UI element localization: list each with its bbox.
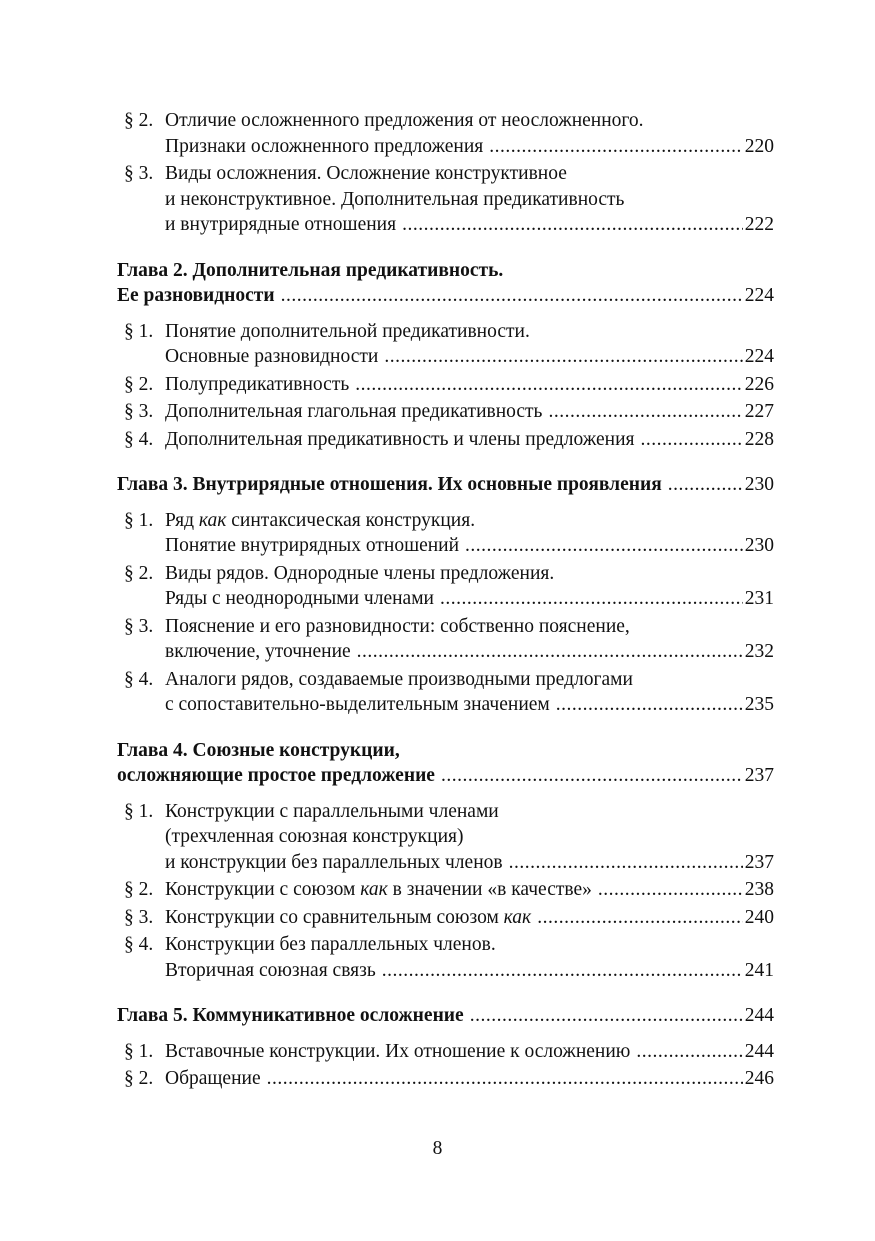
section-title-line: Дополнительная предикативность и члены предложения bbox=[165, 428, 635, 450]
dot-leader bbox=[636, 1039, 742, 1065]
section-title-line: и неконструктивное. Дополнительная предикативность bbox=[165, 188, 625, 210]
page-footer-number: 8 bbox=[432, 1138, 443, 1159]
page-number: 238 bbox=[744, 879, 774, 900]
chapter-title-line: Глава 5. Коммуникативное осложнение bbox=[117, 1005, 464, 1026]
page-number: 244 bbox=[744, 1040, 774, 1062]
section-title-line: Аналоги рядов, создаваемые производными предлогами bbox=[165, 668, 633, 690]
section-title-line: Вторичная союзная связь bbox=[165, 959, 376, 981]
section-number: § 1. bbox=[124, 800, 154, 822]
dot-leader bbox=[668, 472, 743, 498]
section-title-line: включение, уточнение bbox=[165, 641, 351, 662]
toc-section[interactable] bbox=[117, 108, 774, 159]
page-number: 224 bbox=[744, 285, 774, 306]
dot-leader bbox=[357, 639, 743, 665]
dot-leader bbox=[382, 958, 743, 984]
page-number: 228 bbox=[744, 428, 774, 450]
page-number: 230 bbox=[744, 474, 774, 495]
chapter-title-line: Глава 4. Союзные конструкции, bbox=[117, 739, 400, 761]
page-number: 240 bbox=[744, 906, 774, 928]
table-of-contents bbox=[117, 108, 774, 1092]
dot-leader bbox=[548, 399, 742, 425]
section-title-line: Обращение bbox=[165, 1068, 261, 1089]
dot-leader bbox=[441, 763, 743, 789]
section-title-line: Ряд как синтаксическая конструкция. bbox=[165, 509, 476, 531]
section-number: § 2. bbox=[124, 1068, 154, 1089]
dot-leader bbox=[598, 877, 743, 903]
section-title-line: Конструкции с параллельными членами bbox=[165, 800, 499, 822]
page-number: 237 bbox=[744, 851, 774, 873]
dot-leader bbox=[402, 212, 743, 238]
chapter-title-line: Ее разновидности bbox=[117, 285, 275, 306]
dot-leader bbox=[281, 283, 743, 309]
page-number: 232 bbox=[744, 641, 774, 662]
toc-section[interactable] bbox=[117, 614, 774, 665]
toc-section[interactable] bbox=[117, 319, 774, 370]
section-number: § 3. bbox=[124, 615, 154, 637]
section-number: § 1. bbox=[124, 320, 154, 342]
section-title-line: (трехчленная союзная конструкция) bbox=[165, 826, 464, 847]
section-title-line: Понятие дополнительной предикативности. bbox=[165, 320, 530, 342]
toc-chapter[interactable] bbox=[117, 738, 774, 789]
dot-leader bbox=[489, 134, 742, 160]
chapter-title-line: Глава 3. Внутрирядные отношения. Их основные проявления bbox=[117, 474, 662, 495]
dot-leader bbox=[355, 372, 743, 398]
page-number: 235 bbox=[744, 694, 774, 715]
section-title-line: и внутрирядные отношения bbox=[165, 214, 397, 235]
dot-leader bbox=[440, 586, 743, 612]
section-title-line: Виды осложнения. Осложнение конструктивное bbox=[165, 163, 567, 184]
toc-chapter[interactable] bbox=[117, 258, 774, 309]
chapter-title-line: осложняющие простое предложение bbox=[117, 765, 435, 786]
page-number: 227 bbox=[744, 401, 774, 422]
section-number: § 3. bbox=[124, 906, 154, 928]
page-number: 230 bbox=[744, 535, 774, 556]
section-title-line: Полупредикативность bbox=[165, 373, 350, 395]
section-title-line: Дополнительная глагольная предикативность bbox=[165, 401, 543, 422]
section-title-line: Вставочные конструкции. Их отношение к осложнению bbox=[165, 1040, 631, 1062]
section-number: § 2. bbox=[124, 110, 154, 131]
section-number: § 2. bbox=[124, 562, 154, 584]
chapter-title-line: Глава 2. Дополнительная предикативность. bbox=[117, 259, 504, 281]
section-title-line: и конструкции без параллельных членов bbox=[165, 851, 503, 873]
dot-leader bbox=[641, 427, 743, 453]
section-number: § 3. bbox=[124, 401, 154, 422]
toc-section[interactable] bbox=[117, 799, 774, 876]
page-number: 241 bbox=[744, 959, 774, 981]
dot-leader bbox=[556, 692, 743, 718]
section-title-line: Ряды с неоднородными членами bbox=[165, 588, 434, 609]
dot-leader bbox=[267, 1066, 743, 1092]
page-number: 220 bbox=[744, 135, 774, 157]
page-number: 222 bbox=[744, 214, 774, 235]
section-title-line: Конструкции с союзом как в значении «в качестве» bbox=[165, 879, 592, 900]
dot-leader bbox=[509, 850, 743, 876]
toc-section[interactable] bbox=[117, 667, 774, 718]
section-number: § 1. bbox=[124, 509, 154, 531]
section-title-line: Основные разновидности bbox=[165, 346, 379, 367]
toc-section[interactable] bbox=[117, 905, 774, 931]
section-number: § 4. bbox=[124, 668, 154, 690]
toc-section[interactable] bbox=[117, 372, 774, 398]
section-number: § 2. bbox=[124, 373, 154, 395]
section-number: § 1. bbox=[124, 1040, 154, 1062]
toc-section[interactable] bbox=[117, 399, 774, 425]
toc-section[interactable] bbox=[117, 561, 774, 612]
page-number: 246 bbox=[744, 1068, 774, 1089]
section-number: § 4. bbox=[124, 428, 154, 450]
dot-leader bbox=[537, 905, 743, 931]
section-number: § 2. bbox=[124, 879, 154, 900]
page-number: 244 bbox=[744, 1005, 774, 1026]
page-number: 237 bbox=[744, 765, 774, 786]
section-title-line: Пояснение и его разновидности: собственно пояснение, bbox=[165, 615, 630, 637]
section-title-line: Конструкции без параллельных членов. bbox=[165, 934, 496, 955]
page-number: 224 bbox=[744, 346, 774, 367]
dot-leader bbox=[470, 1003, 743, 1029]
toc-section[interactable] bbox=[117, 161, 774, 238]
section-title-line: Понятие внутрирядных отношений bbox=[165, 535, 460, 556]
toc-section[interactable] bbox=[117, 1039, 774, 1065]
toc-chapter[interactable] bbox=[117, 472, 774, 498]
page-number: 226 bbox=[744, 373, 774, 395]
toc-section[interactable] bbox=[117, 877, 774, 903]
section-title-line: Отличие осложненного предложения от неосложненного. bbox=[165, 110, 644, 131]
toc-section[interactable] bbox=[117, 1066, 774, 1092]
section-title-line: Конструкции со сравнительным союзом как bbox=[165, 906, 532, 928]
section-number: § 3. bbox=[124, 163, 154, 184]
dot-leader bbox=[384, 344, 742, 370]
section-title-line: Виды рядов. Однородные члены предложения. bbox=[165, 562, 555, 584]
section-number: § 4. bbox=[124, 934, 154, 955]
toc-section[interactable] bbox=[117, 427, 774, 453]
dot-leader bbox=[465, 533, 743, 559]
page-number: 231 bbox=[744, 588, 774, 609]
toc-section[interactable] bbox=[117, 932, 774, 983]
section-title-line: Признаки осложненного предложения bbox=[165, 135, 484, 157]
toc-chapter[interactable] bbox=[117, 1003, 774, 1029]
toc-section[interactable] bbox=[117, 508, 774, 559]
section-title-line: с сопоставительно-выделительным значением bbox=[165, 694, 550, 715]
